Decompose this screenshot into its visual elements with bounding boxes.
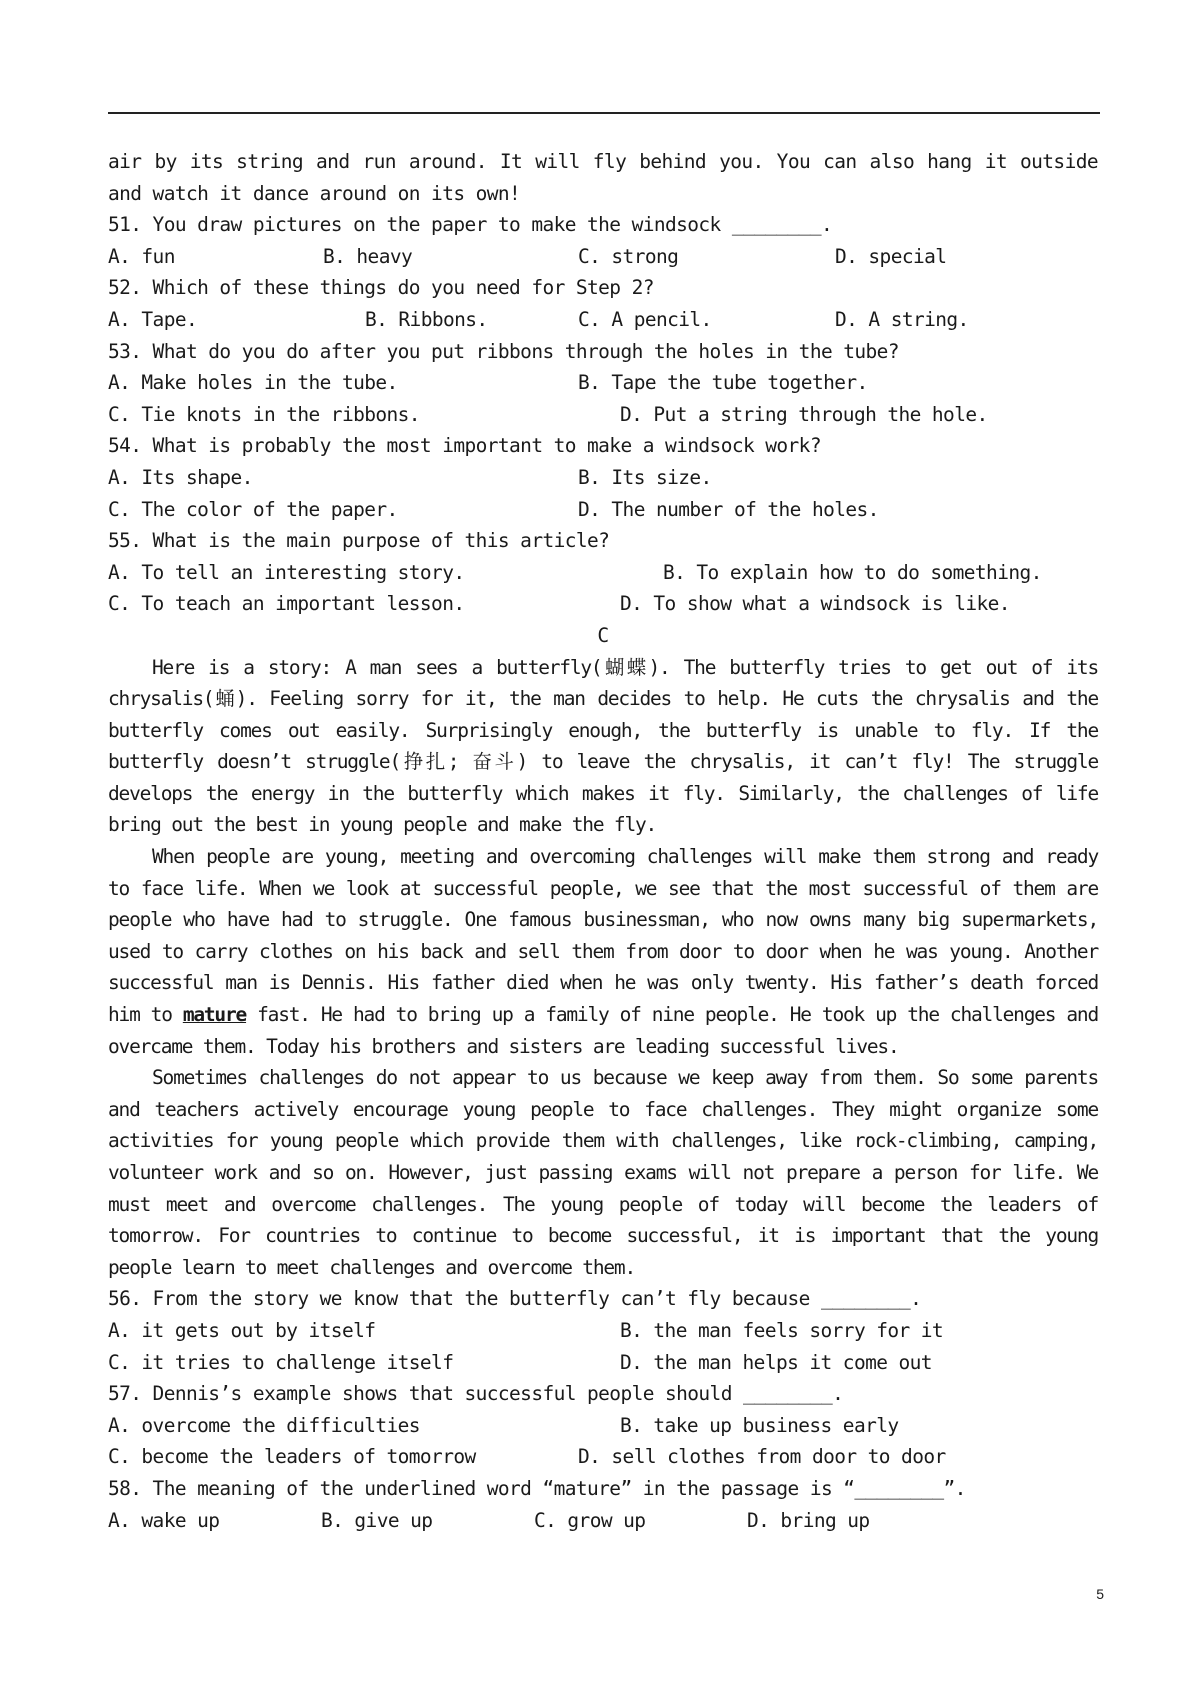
- question-52: 52. Which of these things do you need for Step 2?: [108, 276, 654, 300]
- question-58: 58. The meaning of the underlined word “mature” in the passage is “________”.: [108, 1476, 966, 1500]
- option-55-a: A. To tell an interesting story.: [108, 560, 465, 584]
- options-54-row1: [108, 462, 1098, 494]
- option-57-c: C. become the leaders of tomorrow: [108, 1445, 476, 1469]
- option-58-b: B. give up: [321, 1508, 433, 1532]
- option-58-c: C. grow up: [534, 1508, 646, 1532]
- question-56: 56. From the story we know that the butterfly can’t fly because ________.: [108, 1287, 922, 1311]
- option-56-a: A. it gets out by itself: [108, 1318, 376, 1342]
- options-57-row1: [108, 1410, 1098, 1442]
- passage-c-paragraph-1: Here is a story: A man sees a butterfly(蝴蝶). The butterfly tries to get out of its chrysalis(蛹). Feeling sorry for it, the man decides to help. He cuts the chrysalis and the butterfly comes out easily. Surprisingly enough, the butterfly is unable to fly. If the butterfly doesn’t struggle(挣扎; 奋斗) to leave the chrysalis, it can’t fly! The struggle develops the energy in the butterfly which makes it fly. Similarly, the challenges of life bring out the best in young people and make the fly.: [108, 655, 1098, 837]
- option-53-c: C. Tie knots in the ribbons.: [108, 402, 420, 426]
- option-57-a: A. overcome the difficulties: [108, 1413, 420, 1437]
- option-57-d: D. sell clothes from door to door: [578, 1445, 946, 1469]
- paragraph-2-text-after: fast. He had to bring up a family of nine people. He took up the challenges and overcame them. Today his brothers and sisters are leading successful lives.: [108, 1003, 1098, 1058]
- passage-c-paragraph-2: [108, 841, 1098, 1062]
- paragraph-2-text-before: When people are young, meeting and overcoming challenges will make them strong and ready to face life. When we look at successful people, we see that the most successful of them are people who have had to struggle. One famous businessman, who now owns many big supermarkets, used to carry clothes on his back and sell them from door to door when he was young. Another successful man is Dennis. His father died when he was only twenty. His father’s death forced him to: [108, 845, 1098, 1027]
- options-53-row2: [108, 399, 1098, 431]
- option-54-d: D. The number of the holes.: [578, 497, 879, 521]
- option-57-b: B. take up business early: [620, 1413, 899, 1437]
- option-56-d: D. the man helps it come out: [620, 1350, 932, 1374]
- option-53-d: D. Put a string through the hole.: [620, 402, 988, 426]
- header-rule: [108, 112, 1100, 114]
- option-55-d: D. To show what a windsock is like.: [620, 592, 1010, 616]
- option-54-a: A. Its shape.: [108, 465, 253, 489]
- options-58: [108, 1505, 1098, 1537]
- option-56-c: C. it tries to challenge itself: [108, 1350, 454, 1374]
- option-51-a: A. fun: [108, 244, 175, 268]
- options-52: [108, 304, 1098, 336]
- option-51-b: B. heavy: [323, 244, 413, 268]
- option-52-c: C. A pencil.: [578, 307, 712, 331]
- option-51-d: D. special: [835, 244, 947, 268]
- option-52-d: D. A string.: [835, 307, 969, 331]
- option-52-b: B. Ribbons.: [365, 307, 488, 331]
- option-52-a: A. Tape.: [108, 307, 198, 331]
- question-53: 53. What do you do after you put ribbons through the holes in the tube?: [108, 339, 899, 363]
- option-54-c: C. The color of the paper.: [108, 497, 398, 521]
- underlined-word-mature: mature: [182, 1003, 247, 1027]
- question-51: 51. You draw pictures on the paper to make the windsock ________.: [108, 213, 833, 237]
- options-54-row2: [108, 494, 1098, 526]
- option-55-c: C. To teach an important lesson.: [108, 592, 465, 616]
- question-57: 57. Dennis’s example shows that successful people should ________.: [108, 1382, 844, 1406]
- option-51-c: C. strong: [578, 244, 679, 268]
- options-57-row2: [108, 1441, 1098, 1473]
- section-c-heading: C: [597, 623, 609, 647]
- option-56-b: B. the man feels sorry for it: [620, 1318, 944, 1342]
- option-53-b: B. Tape the tube together.: [578, 371, 868, 395]
- option-53-a: A. Make holes in the tube.: [108, 371, 398, 395]
- option-55-b: B. To explain how to do something.: [663, 560, 1042, 584]
- option-54-b: B. Its size.: [578, 465, 712, 489]
- passage-c-paragraph-3: Sometimes challenges do not appear to us because we keep away from them. So some parents and teachers actively encourage young people to face challenges. They might organize some activities for young people which provide them with challenges, like rock-climbing, camping, volunteer work and so on. However, just passing exams will not prepare a person for life. We must meet and overcome challenges. The young people of today will become the leaders of tomorrow. For countries to continue to become successful, it is important that the young people learn to meet challenges and overcome them.: [108, 1066, 1098, 1279]
- question-55: 55. What is the main purpose of this article?: [108, 529, 610, 553]
- option-58-d: D. bring up: [747, 1508, 870, 1532]
- options-56-row1: [108, 1315, 1098, 1347]
- options-53-row1: [108, 367, 1098, 399]
- question-54: 54. What is probably the most important to make a windsock work?: [108, 434, 821, 458]
- page-number: 5: [1096, 1586, 1104, 1602]
- option-58-a: A. wake up: [108, 1508, 220, 1532]
- options-55-row2: [108, 588, 1098, 620]
- document-body: [108, 146, 1098, 1536]
- options-55-row1: [108, 557, 1098, 589]
- passage-b-end: air by its string and run around. It will fly behind you. You can also hang it outside and watch it dance around on its own!: [108, 150, 1098, 205]
- options-51: [108, 241, 1098, 273]
- options-56-row2: [108, 1347, 1098, 1379]
